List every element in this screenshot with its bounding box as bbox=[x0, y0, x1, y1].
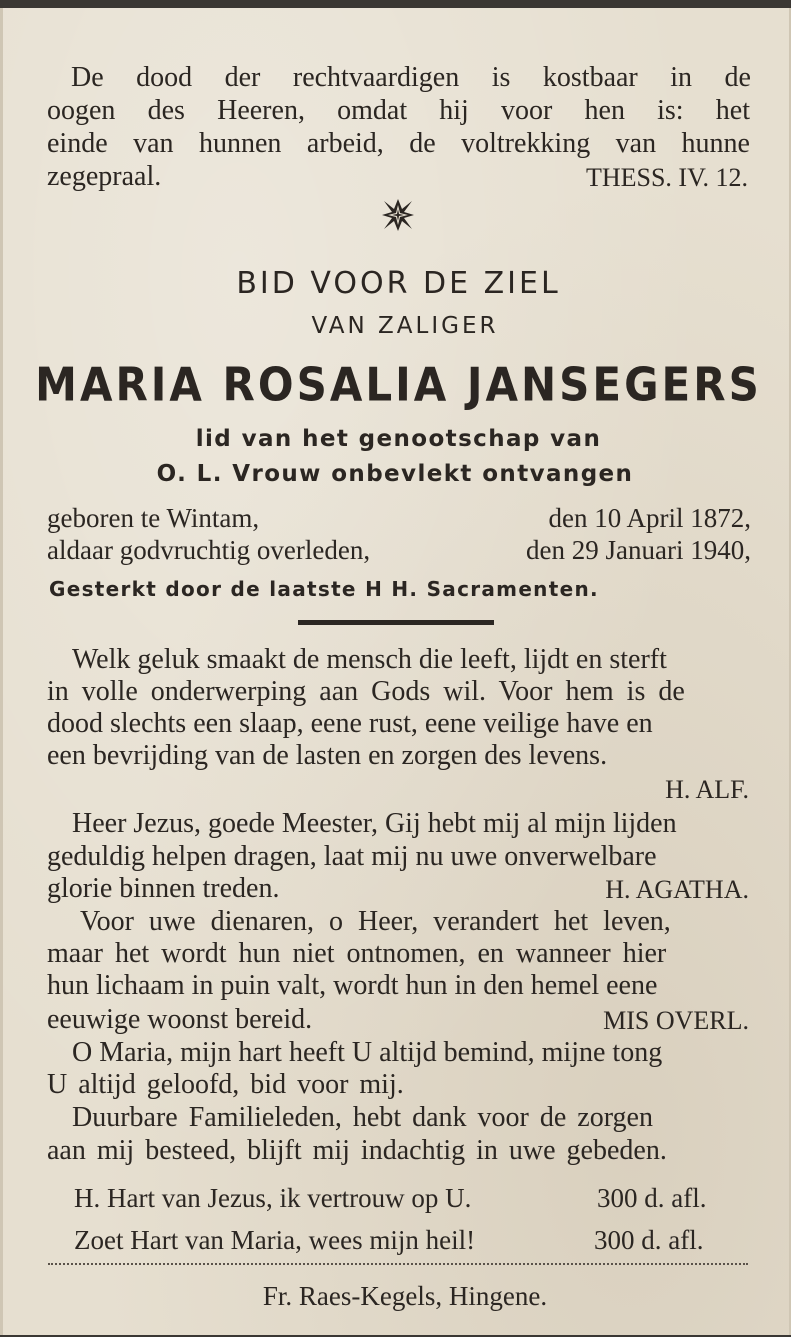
died-place: aldaar godvruchtig overleden, bbox=[47, 535, 371, 565]
word: de bbox=[724, 62, 751, 93]
word: oogen bbox=[47, 95, 116, 126]
born-date: den 10 April 1872, bbox=[548, 503, 751, 533]
epigraph-line-3 bbox=[47, 128, 750, 160]
word: in bbox=[670, 62, 693, 93]
word: des bbox=[147, 95, 185, 126]
membership-line-1: lid van het genootschap van bbox=[195, 426, 602, 452]
word: de bbox=[409, 128, 436, 159]
word: van bbox=[133, 128, 174, 159]
p1-line-2: in volle onderwerping aan Gods wil. Voor hem is de bbox=[47, 676, 685, 707]
p3-source: MIS OVERL. bbox=[603, 1006, 749, 1035]
deceased-name: MARIA ROSALIA JANSEGERS bbox=[35, 357, 762, 412]
cross-pattee-icon bbox=[378, 195, 418, 235]
dotted-divider bbox=[48, 1263, 748, 1265]
p2-source: H. AGATHA. bbox=[605, 875, 749, 904]
p3-line-3: hun lichaam in puin valt, wordt hun in den hemel eene bbox=[47, 970, 658, 1001]
divider-rule bbox=[298, 620, 494, 625]
word: omdat bbox=[337, 95, 408, 126]
indulgence-2-value: 300 d. afl. bbox=[594, 1225, 704, 1255]
heading-pray: BID VOOR DE ZIEL bbox=[236, 266, 561, 301]
p3-line-4: eeuwige woonst bereid. bbox=[47, 1004, 313, 1035]
p1-line-1: Welk geluk smaakt de mensch die leeft, lijdt en sterft bbox=[72, 644, 667, 675]
epigraph-line-1 bbox=[71, 62, 751, 94]
p2-line-3: glorie binnen treden. bbox=[47, 873, 280, 904]
p1-line-3: dood slechts een slaap, eene rust, eene veilige have en bbox=[47, 708, 653, 739]
p4-line-1: O Maria, mijn hart heeft U altijd bemind, mijne tong bbox=[72, 1037, 663, 1068]
word: einde bbox=[47, 128, 108, 159]
word: der bbox=[224, 62, 261, 93]
word: hen bbox=[584, 95, 625, 126]
heading-of: VAN ZALIGER bbox=[311, 313, 499, 339]
word: rechtvaardigen bbox=[292, 62, 460, 93]
epigraph-source: THESS. IV. 12. bbox=[585, 163, 748, 192]
word: is bbox=[491, 62, 511, 93]
word: voltrekking bbox=[461, 128, 591, 159]
word: De bbox=[71, 62, 104, 93]
word: hij bbox=[439, 95, 469, 126]
word: Heeren, bbox=[217, 95, 305, 126]
p3-line-1: Voor uwe dienaren, o Heer, verandert het leven, bbox=[80, 906, 671, 937]
word: van bbox=[615, 128, 657, 159]
word: kostbaar bbox=[542, 62, 638, 93]
word: is: bbox=[657, 95, 684, 126]
p5-line-2: aan mij besteed, blijft mij indachtig in uwe gebeden. bbox=[47, 1135, 667, 1166]
word: het bbox=[715, 95, 750, 126]
died-date: den 29 Januari 1940, bbox=[526, 535, 751, 565]
p5-line-1: Duurbare Familieleden, hebt dank voor de zorgen bbox=[72, 1102, 653, 1133]
p3-line-2: maar het wordt hun niet ontnomen, en wanneer hier bbox=[47, 938, 667, 969]
p4-line-2: U altijd geloofd, bid voor mij. bbox=[47, 1069, 404, 1100]
p2-line-2: geduldig helpen dragen, laat mij nu uwe onverwelbare bbox=[47, 841, 657, 872]
p1-source: H. ALF. bbox=[665, 775, 749, 804]
epigraph-line-2 bbox=[47, 95, 750, 127]
born-place: geboren te Wintam, bbox=[47, 503, 260, 533]
epigraph-line-4: zegepraal. bbox=[47, 161, 162, 192]
indulgence-1-text: H. Hart van Jezus, ik vertrouw op U. bbox=[74, 1183, 472, 1213]
printer-credit: Fr. Raes-Kegels, Hingene. bbox=[262, 1281, 548, 1311]
indulgence-1-value: 300 d. afl. bbox=[597, 1183, 707, 1213]
word: voor bbox=[501, 95, 553, 126]
word: hunne bbox=[681, 128, 750, 159]
sacraments-line: Gesterkt door de laatste H H. Sacramenten. bbox=[49, 577, 599, 601]
word: arbeid, bbox=[306, 128, 384, 159]
word: dood bbox=[136, 62, 193, 93]
indulgence-2-text: Zoet Hart van Maria, wees mijn heil! bbox=[74, 1225, 476, 1255]
p1-line-4: een bevrijding van de lasten en zorgen des levens. bbox=[47, 740, 608, 771]
word: hunnen bbox=[198, 128, 282, 159]
membership-line-2: O. L. Vrouw onbevlekt ontvangen bbox=[156, 461, 634, 487]
p2-line-1: Heer Jezus, goede Meester, Gij hebt mij al mijn lijden bbox=[72, 808, 677, 839]
